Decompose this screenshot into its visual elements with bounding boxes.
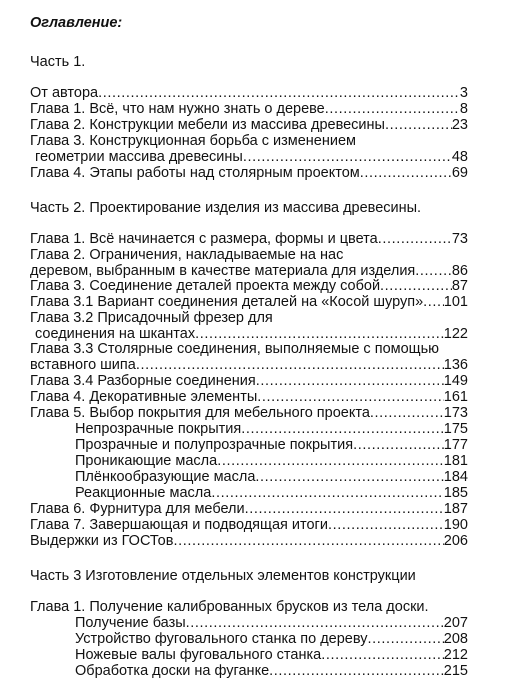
- toc-entry-title: Ножевые валы фуговального станка: [75, 647, 322, 663]
- toc-subentry: [75, 454, 468, 470]
- part-2-title: Часть 2. Проектирование изделия из массива древесины.: [30, 200, 422, 216]
- toc-entry-title: геометрии массива древесины: [35, 148, 243, 165]
- dot-leader: [98, 86, 460, 102]
- toc-entry-title: Непрозрачные покрытия: [75, 421, 242, 437]
- toc-entry-title: Проникающие масла: [75, 453, 218, 469]
- toc-entry-page: 69: [451, 165, 468, 181]
- part-3-title: Часть 3 Изготовление отдельных элементов конструкции: [30, 568, 416, 584]
- toc-subentry: [75, 632, 468, 648]
- dot-leader: [195, 327, 444, 343]
- toc-entry-title: Глава 4. Этапы работы над столярным проектом: [30, 165, 360, 181]
- toc-entry-title: деревом, выбранным в качестве материала для изделия: [30, 262, 416, 279]
- toc-entry-title: Глава 3.4 Разборные соединения: [30, 373, 256, 389]
- toc-entry-page: 87: [451, 278, 468, 294]
- toc-entry-page: 215: [443, 663, 468, 679]
- dot-leader: [367, 632, 443, 648]
- toc-entry-page: 3: [459, 85, 468, 101]
- toc-entry-page: 207: [443, 615, 468, 631]
- dot-leader: [241, 422, 444, 438]
- toc-subentry: [75, 470, 468, 486]
- toc-subentry: [75, 648, 468, 664]
- toc-entry-page: 206: [443, 533, 468, 549]
- toc-subentry: [75, 438, 468, 454]
- toc-entry-title: Глава 1. Всё, что нам нужно знать о дереве: [30, 101, 325, 117]
- toc-entry-title: Устройство фуговального станка по дереву: [75, 631, 368, 647]
- toc-entry: [30, 342, 468, 373]
- toc-subentry: [75, 616, 468, 632]
- toc-entry-page: 73: [451, 231, 468, 247]
- toc-entry-title: Выдержки из ГОСТов: [30, 533, 174, 549]
- toc-subentry: [75, 664, 468, 680]
- toc-entry: [30, 518, 468, 534]
- toc-entry: [30, 118, 468, 134]
- toc-entry: [30, 390, 468, 406]
- toc-entry-title: Плёнкообразующие масла: [75, 469, 256, 485]
- toc-entry-title: Глава 6. Фурнитура для мебели: [30, 501, 245, 517]
- toc-entry: [30, 279, 468, 295]
- dot-leader: [136, 358, 444, 374]
- dot-leader: [325, 102, 460, 118]
- dot-leader: [173, 534, 443, 550]
- toc-entry-page: 185: [443, 485, 468, 501]
- dot-leader: [211, 486, 443, 502]
- dot-leader: [353, 438, 444, 454]
- toc-entry-page: 86: [451, 262, 468, 279]
- toc-subentry: [75, 422, 468, 438]
- toc-entry-title: Прозрачные и полупрозрачные покрытия: [75, 437, 354, 453]
- toc-entry-title-line: Глава 2. Ограничения, накладываемые на нас: [30, 247, 344, 263]
- toc-subentry: [75, 486, 468, 502]
- toc-entry-title-line: Глава 3. Конструкционная борьба с изменением: [30, 133, 356, 149]
- toc-entry: [30, 232, 468, 248]
- dot-leader: [415, 264, 452, 280]
- toc-entry: [30, 248, 468, 279]
- toc-heading: Оглавление:: [30, 15, 123, 31]
- dot-leader: [380, 279, 452, 295]
- toc-entry-title-line: Глава 1. Получение калиброванных брусков из тела доски.: [30, 599, 429, 615]
- toc-entry-page: 187: [443, 501, 468, 517]
- dot-leader: [255, 470, 443, 486]
- toc-entry-page: 8: [459, 101, 468, 117]
- toc-entry-page: 23: [451, 117, 468, 133]
- toc-entry-page: 136: [443, 356, 468, 373]
- part-1-title: Часть 1.: [30, 54, 86, 70]
- toc-entry: [30, 374, 468, 390]
- toc-entry: [30, 166, 468, 182]
- dot-leader: [360, 166, 452, 182]
- toc-entry-page: 212: [443, 647, 468, 663]
- toc-entry-title: Обработка доски на фуганке: [75, 663, 270, 679]
- toc-entry-page: 181: [443, 453, 468, 469]
- toc-entry: [30, 534, 468, 550]
- dot-leader: [328, 518, 444, 534]
- toc-entry: [30, 134, 468, 165]
- toc-entry-title: Получение базы: [75, 615, 186, 631]
- dot-leader: [378, 232, 452, 248]
- toc-entry-page: 173: [443, 405, 468, 421]
- toc-entry-title: соединения на шкантах: [35, 325, 196, 342]
- toc-entry: [30, 86, 468, 102]
- toc-entry: [30, 295, 468, 311]
- toc-entry-title-line: Глава 3.3 Столярные соединения, выполняемые с помощью: [30, 341, 440, 357]
- toc-entry-title-line: Глава 3.2 Присадочный фрезер для: [30, 310, 273, 326]
- dot-leader: [243, 150, 452, 166]
- toc-entry: [30, 600, 468, 616]
- toc-entry-page: 101: [443, 294, 468, 310]
- toc-entry-title: Реакционные масла: [75, 485, 212, 501]
- toc-entry-title: Глава 3. Соединение деталей проекта между собой: [30, 278, 381, 294]
- toc-entry-page: 149: [443, 373, 468, 389]
- toc-entry-page: 177: [443, 437, 468, 453]
- toc-entry-title: Глава 2. Конструкции мебели из массива древесины: [30, 117, 385, 133]
- toc-entry-title: Глава 1. Всё начинается с размера, формы и цвета: [30, 231, 378, 247]
- toc-entry-page: 161: [443, 389, 468, 405]
- toc-entry-title: Глава 4. Декоративные элементы: [30, 389, 258, 405]
- toc-entry-page: 190: [443, 517, 468, 533]
- toc-entry-page: 208: [443, 631, 468, 647]
- toc-entry: [30, 502, 468, 518]
- toc-entry: [30, 311, 468, 342]
- toc-entry: [30, 406, 468, 422]
- toc-entry-title: От автора: [30, 85, 99, 101]
- dot-leader: [256, 374, 444, 390]
- toc-entry: [30, 102, 468, 118]
- toc-entry-page: 184: [443, 469, 468, 485]
- toc-entry-title: Глава 5. Выбор покрытия для мебельного проекта: [30, 405, 370, 421]
- dot-leader: [186, 616, 444, 632]
- dot-leader: [257, 390, 444, 406]
- toc-entry-page: 175: [443, 421, 468, 437]
- toc-entry-title: Глава 7. Завершающая и подводящая итоги: [30, 517, 328, 533]
- toc-entry-title: Глава 3.1 Вариант соединения деталей на «Косой шуруп»: [30, 294, 424, 310]
- toc-entry-page: 122: [443, 325, 468, 342]
- dot-leader: [423, 295, 444, 311]
- toc-entry-page: 48: [451, 148, 468, 165]
- dot-leader: [245, 502, 444, 518]
- dot-leader: [370, 406, 444, 422]
- dot-leader: [385, 118, 452, 134]
- toc-entry-title: вставного шипа: [30, 356, 136, 373]
- dot-leader: [269, 664, 444, 680]
- dot-leader: [217, 454, 444, 470]
- dot-leader: [321, 648, 444, 664]
